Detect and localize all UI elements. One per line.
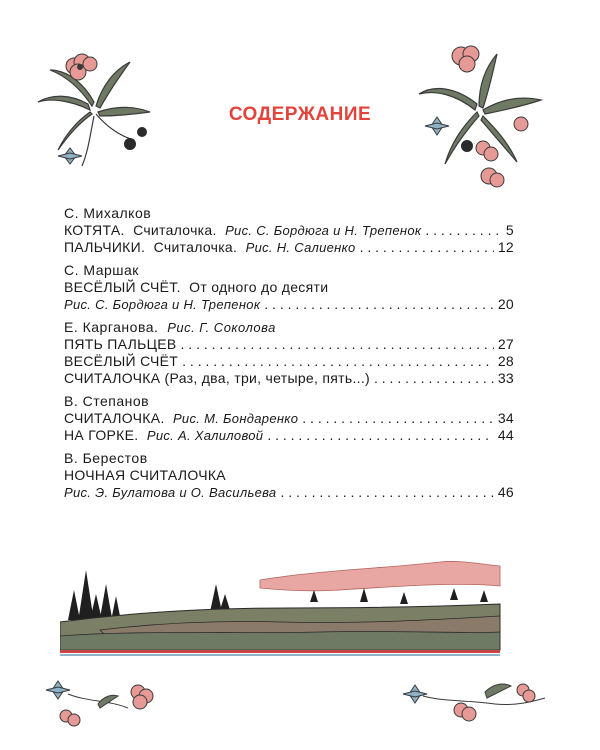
toc-entry-pyat-paltsev[interactable]: [64, 336, 514, 353]
landscape-illustration: [60, 550, 520, 670]
author-karganova: [64, 319, 514, 336]
page-number: 27: [497, 336, 514, 352]
toc-entry-veselyi-schet-2[interactable]: [64, 353, 514, 370]
entry-title: ВЕСЁЛЫЙ СЧЁТ.: [64, 279, 181, 295]
author-berestov: В. Берестов: [64, 450, 148, 466]
flower-illustration-bottom-right: [395, 672, 555, 732]
toc-entry-schitalochka-2[interactable]: [64, 410, 514, 427]
entry-illustrator: Рис. С. Бордюга и Н. Трепенок: [64, 297, 261, 312]
entry-title: ПАЛЬЧИКИ.: [64, 239, 146, 255]
page-number: 34: [497, 410, 514, 426]
page-number: 46: [497, 484, 514, 500]
toc-entry-palchiki[interactable]: [64, 239, 514, 256]
toc-entry-nochnaya-ill[interactable]: [64, 484, 514, 501]
entry-illustrator: Рис. Н. Салиенко: [245, 240, 356, 255]
page-title: СОДЕРЖАНИЕ: [228, 104, 372, 125]
entry-title: ПЯТЬ ПАЛЬЦЕВ: [64, 336, 177, 352]
entry-title: СЧИТАЛОЧКА (Раз, два, три, четыре, пять...): [64, 370, 370, 386]
toc-entry-veselyi-schet-title[interactable]: [64, 279, 514, 296]
entry-title: СЧИТАЛОЧКА.: [64, 410, 165, 426]
entry-subtitle: Считалочка.: [133, 222, 217, 238]
page-number: 12: [497, 239, 514, 255]
author-name: Е. Карганова.: [64, 319, 159, 335]
entry-subtitle: От одного до десяти: [189, 279, 329, 295]
entry-illustrator: Рис. Э. Булатова и О. Васильева: [64, 485, 277, 500]
entry-title: КОТЯТА.: [64, 222, 125, 238]
entry-subtitle: Считалочка.: [153, 239, 238, 255]
author-illustrator: Рис. Г. Соколова: [167, 320, 276, 335]
page-number: 20: [497, 296, 514, 312]
page-number: 28: [497, 353, 514, 369]
author-mikhalkov: С. Михалков: [64, 205, 152, 221]
toc-entry-veselyi-schet-ill[interactable]: [64, 296, 514, 313]
entry-illustrator: Рис. А. Халиловой: [146, 428, 264, 443]
author-marshak: С. Маршак: [64, 262, 139, 278]
page-number: 5: [505, 222, 514, 238]
author-stepanov: В. Степанов: [64, 393, 150, 409]
entry-title: ВЕСЁЛЫЙ СЧЁТ: [64, 353, 179, 369]
page-number: 33: [497, 370, 514, 386]
entry-title: НОЧНАЯ СЧИТАЛОЧКА: [64, 467, 226, 483]
entry-illustrator: Рис. М. Бондаренко: [172, 411, 299, 426]
toc-entry-nochnaya-title[interactable]: [64, 467, 514, 484]
toc-entry-schitalochka-1[interactable]: [64, 370, 514, 387]
entry-illustrator: Рис. С. Бордюга и Н. Трепенок: [225, 223, 422, 238]
toc-entry-na-gorke[interactable]: [64, 427, 514, 444]
flower-illustration-bottom-left: [38, 672, 178, 732]
entry-title: НА ГОРКЕ.: [64, 427, 139, 443]
toc-entry-kotyata[interactable]: [64, 222, 514, 239]
page-number: 44: [497, 427, 514, 443]
table-of-contents: [64, 205, 514, 501]
